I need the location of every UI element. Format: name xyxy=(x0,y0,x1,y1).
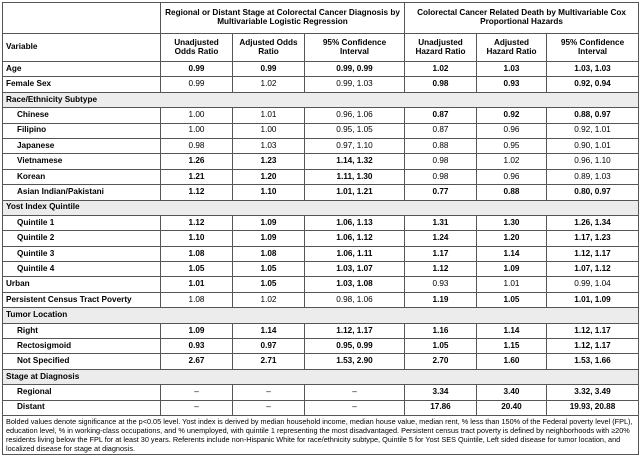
group-header-stage: Regional or Distant Stage at Colorectal Cancer Diagnosis by Multivariable Logistic Regression xyxy=(161,3,405,34)
value-cell: 1.05 xyxy=(405,339,477,354)
table-row xyxy=(3,246,639,261)
table-row xyxy=(3,108,639,123)
value-cell: – xyxy=(233,400,305,415)
table-row xyxy=(3,385,639,400)
value-cell: 1.17, 1.23 xyxy=(547,231,639,246)
value-cell: 1.03, 1.03 xyxy=(547,62,639,77)
value-cell: 1.24 xyxy=(405,231,477,246)
value-cell: 17.86 xyxy=(405,400,477,415)
value-cell: 1.20 xyxy=(233,169,305,184)
value-cell: 1.19 xyxy=(405,292,477,307)
table-row xyxy=(3,185,639,200)
value-cell: – xyxy=(305,400,405,415)
value-cell: 0.93 xyxy=(477,77,547,92)
value-cell: – xyxy=(305,385,405,400)
value-cell: 1.03, 1.08 xyxy=(305,277,405,292)
value-cell: 1.60 xyxy=(477,354,547,369)
value-cell: 1.05 xyxy=(477,292,547,307)
header-unadjusted-or: Unadjusted Odds Ratio xyxy=(161,34,233,62)
value-cell: 1.01, 1.09 xyxy=(547,292,639,307)
group-header-row xyxy=(3,3,639,34)
value-cell: 0.99, 1.04 xyxy=(547,277,639,292)
value-cell: 1.05 xyxy=(233,277,305,292)
value-cell: 0.98 xyxy=(405,77,477,92)
value-cell: 0.77 xyxy=(405,185,477,200)
value-cell: 1.01 xyxy=(233,108,305,123)
header-adjusted-or: Adjusted Odds Ratio xyxy=(233,34,305,62)
value-cell: 2.70 xyxy=(405,354,477,369)
variable-label: Age xyxy=(3,62,161,77)
header-adjusted-hr: Adjusted Hazard Ratio xyxy=(477,34,547,62)
value-cell: 1.06, 1.13 xyxy=(305,215,405,230)
value-cell: 1.12 xyxy=(161,215,233,230)
header-blank-cell xyxy=(3,3,161,34)
value-cell: 0.92 xyxy=(477,108,547,123)
footnote-row xyxy=(3,415,639,454)
header-variable: Variable xyxy=(3,34,161,62)
value-cell: 0.88 xyxy=(477,185,547,200)
value-cell: 1.07, 1.12 xyxy=(547,262,639,277)
value-cell: 1.06, 1.12 xyxy=(305,231,405,246)
table-row xyxy=(3,138,639,153)
value-cell: 0.99, 1.03 xyxy=(305,77,405,92)
value-cell: 0.96 xyxy=(477,123,547,138)
value-cell: 3.32, 3.49 xyxy=(547,385,639,400)
value-cell: 0.98, 1.06 xyxy=(305,292,405,307)
section-row xyxy=(3,369,639,384)
value-cell: 2.71 xyxy=(233,354,305,369)
value-cell: 0.93 xyxy=(405,277,477,292)
section-label: Tumor Location xyxy=(3,308,639,323)
table-row xyxy=(3,354,639,369)
table-row xyxy=(3,323,639,338)
value-cell: 1.53, 1.66 xyxy=(547,354,639,369)
value-cell: 0.95 xyxy=(477,138,547,153)
value-cell: 1.06, 1.11 xyxy=(305,246,405,261)
value-cell: 0.98 xyxy=(161,138,233,153)
value-cell: 0.96, 1.06 xyxy=(305,108,405,123)
value-cell: 1.05 xyxy=(233,262,305,277)
value-cell: 0.99 xyxy=(233,62,305,77)
value-cell: 1.09 xyxy=(233,231,305,246)
header-hr-ci: 95% Confidence Interval xyxy=(547,34,639,62)
table-row xyxy=(3,215,639,230)
value-cell: 1.23 xyxy=(233,154,305,169)
value-cell: 0.92, 0.94 xyxy=(547,77,639,92)
variable-label: Regional xyxy=(3,385,161,400)
table-row xyxy=(3,169,639,184)
value-cell: 1.10 xyxy=(233,185,305,200)
value-cell: 1.26 xyxy=(161,154,233,169)
table-row xyxy=(3,339,639,354)
value-cell: 0.80, 0.97 xyxy=(547,185,639,200)
value-cell: 3.34 xyxy=(405,385,477,400)
value-cell: 1.20 xyxy=(477,231,547,246)
section-label: Yost Index Quintile xyxy=(3,200,639,215)
value-cell: 1.03, 1.07 xyxy=(305,262,405,277)
value-cell: 1.00 xyxy=(233,123,305,138)
value-cell: 20.40 xyxy=(477,400,547,415)
value-cell: 1.02 xyxy=(477,154,547,169)
section-row xyxy=(3,92,639,107)
table-row xyxy=(3,292,639,307)
variable-label: Quintile 3 xyxy=(3,246,161,261)
value-cell: 1.12 xyxy=(161,185,233,200)
variable-label: Chinese xyxy=(3,108,161,123)
value-cell: 0.95, 0.99 xyxy=(305,339,405,354)
value-cell: 0.93 xyxy=(161,339,233,354)
value-cell: 0.97 xyxy=(233,339,305,354)
column-header-row xyxy=(3,34,639,62)
value-cell: 2.67 xyxy=(161,354,233,369)
value-cell: 0.98 xyxy=(405,169,477,184)
group-header-death: Colorectal Cancer Related Death by Multivariable Cox Proportional Hazards xyxy=(405,3,639,34)
variable-label: Not Specified xyxy=(3,354,161,369)
value-cell: 1.12, 1.17 xyxy=(305,323,405,338)
table-row xyxy=(3,62,639,77)
variable-label: Filipino xyxy=(3,123,161,138)
value-cell: 1.02 xyxy=(405,62,477,77)
header-or-ci: 95% Confidence Interval xyxy=(305,34,405,62)
value-cell: 1.16 xyxy=(405,323,477,338)
value-cell: – xyxy=(161,400,233,415)
value-cell: 0.89, 1.03 xyxy=(547,169,639,184)
value-cell: 1.14, 1.32 xyxy=(305,154,405,169)
table-row xyxy=(3,123,639,138)
value-cell: 1.15 xyxy=(477,339,547,354)
table-row xyxy=(3,154,639,169)
value-cell: 1.03 xyxy=(477,62,547,77)
value-cell: 1.01, 1.21 xyxy=(305,185,405,200)
value-cell: 0.98 xyxy=(405,154,477,169)
value-cell: – xyxy=(161,385,233,400)
value-cell: 1.09 xyxy=(233,215,305,230)
table-row xyxy=(3,277,639,292)
value-cell: 1.00 xyxy=(161,123,233,138)
variable-label: Rectosigmoid xyxy=(3,339,161,354)
section-row xyxy=(3,308,639,323)
value-cell: 3.40 xyxy=(477,385,547,400)
value-cell: 1.08 xyxy=(233,246,305,261)
value-cell: 1.12, 1.17 xyxy=(547,339,639,354)
value-cell: 1.09 xyxy=(477,262,547,277)
value-cell: 1.08 xyxy=(161,246,233,261)
value-cell: 1.21 xyxy=(161,169,233,184)
value-cell: 19.93, 20.88 xyxy=(547,400,639,415)
value-cell: 0.88 xyxy=(405,138,477,153)
header-unadjusted-hr: Unadjusted Hazard Ratio xyxy=(405,34,477,62)
value-cell: 0.96 xyxy=(477,169,547,184)
value-cell: 0.99 xyxy=(161,62,233,77)
variable-label: Korean xyxy=(3,169,161,184)
value-cell: 0.95, 1.05 xyxy=(305,123,405,138)
value-cell: 1.02 xyxy=(233,292,305,307)
variable-label: Female Sex xyxy=(3,77,161,92)
value-cell: 1.14 xyxy=(233,323,305,338)
variable-label: Japanese xyxy=(3,138,161,153)
value-cell: 0.87 xyxy=(405,123,477,138)
value-cell: 1.11, 1.30 xyxy=(305,169,405,184)
value-cell: 1.12, 1.17 xyxy=(547,323,639,338)
value-cell: 1.09 xyxy=(161,323,233,338)
section-row xyxy=(3,200,639,215)
variable-label: Distant xyxy=(3,400,161,415)
results-table xyxy=(2,2,639,455)
value-cell: 0.99, 0.99 xyxy=(305,62,405,77)
value-cell: 1.26, 1.34 xyxy=(547,215,639,230)
table-row xyxy=(3,77,639,92)
section-label: Stage at Diagnosis xyxy=(3,369,639,384)
value-cell: 0.92, 1.01 xyxy=(547,123,639,138)
value-cell: 1.12 xyxy=(405,262,477,277)
table-row xyxy=(3,231,639,246)
value-cell: 1.53, 2.90 xyxy=(305,354,405,369)
variable-label: Quintile 4 xyxy=(3,262,161,277)
table-body xyxy=(3,62,639,416)
variable-label: Urban xyxy=(3,277,161,292)
variable-label: Persistent Census Tract Poverty xyxy=(3,292,161,307)
value-cell: 0.96, 1.10 xyxy=(547,154,639,169)
value-cell: 1.12, 1.17 xyxy=(547,246,639,261)
value-cell: 1.08 xyxy=(161,292,233,307)
value-cell: 1.02 xyxy=(233,77,305,92)
value-cell: 1.31 xyxy=(405,215,477,230)
value-cell: 1.30 xyxy=(477,215,547,230)
value-cell: 0.87 xyxy=(405,108,477,123)
variable-label: Vietnamese xyxy=(3,154,161,169)
variable-label: Asian Indian/Pakistani xyxy=(3,185,161,200)
value-cell: 1.14 xyxy=(477,323,547,338)
value-cell: – xyxy=(233,385,305,400)
section-label: Race/Ethnicity Subtype xyxy=(3,92,639,107)
value-cell: 0.90, 1.01 xyxy=(547,138,639,153)
variable-label: Quintile 1 xyxy=(3,215,161,230)
footnote: Bolded values denote significance at the p<0.05 level. Yost index is derived by median household income, median house value, median rent, % less than 150% of the Federal poverty level (FPL), education level, % in working-class occupations, and % unemployed, with quintile 1 representing the most disadvantaged. Persistent census tract poverty is defined by neighborhoods with ≥20% residents living below the FPL for at least 30 years. Referents include non-Hispanic White for race/ethnicity subtype, Quintile 5 for Yost SES Quintile, Left sided disease for tumor location, and localized disease for stage at diagnosis. xyxy=(3,415,639,454)
value-cell: 1.14 xyxy=(477,246,547,261)
value-cell: 1.05 xyxy=(161,262,233,277)
value-cell: 1.01 xyxy=(161,277,233,292)
value-cell: 1.17 xyxy=(405,246,477,261)
value-cell: 1.00 xyxy=(161,108,233,123)
variable-label: Quintile 2 xyxy=(3,231,161,246)
table-row xyxy=(3,262,639,277)
value-cell: 0.88, 0.97 xyxy=(547,108,639,123)
value-cell: 1.10 xyxy=(161,231,233,246)
value-cell: 0.99 xyxy=(161,77,233,92)
value-cell: 0.97, 1.10 xyxy=(305,138,405,153)
variable-label: Right xyxy=(3,323,161,338)
value-cell: 1.01 xyxy=(477,277,547,292)
table-row xyxy=(3,400,639,415)
value-cell: 1.03 xyxy=(233,138,305,153)
